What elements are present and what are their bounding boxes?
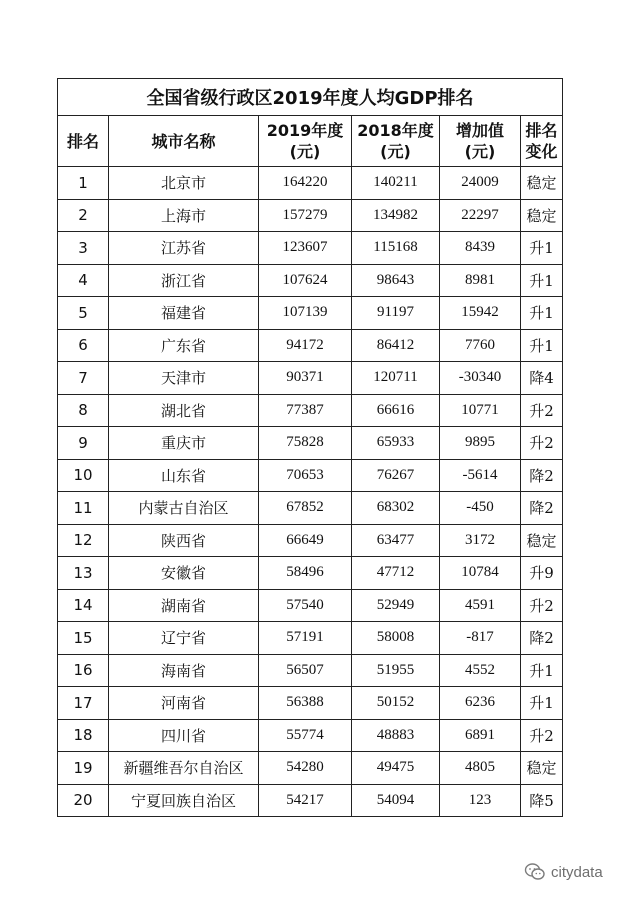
cell-change: 升1 (521, 687, 563, 720)
cell-name: 天津市 (109, 362, 259, 395)
cell-name: 四川省 (109, 719, 259, 752)
cell-y2019: 123607 (259, 232, 352, 265)
watermark-text: citydata (551, 863, 603, 881)
cell-increase: 15942 (440, 297, 521, 330)
table-row (58, 264, 563, 297)
cell-change: 降2 (521, 492, 563, 525)
table-row (58, 492, 563, 525)
header-increase (440, 116, 521, 167)
cell-y2019: 75828 (259, 427, 352, 460)
cell-rank: 15 (58, 622, 109, 655)
cell-change: 升2 (521, 427, 563, 460)
cell-y2018: 47712 (352, 557, 440, 590)
table-row (58, 589, 563, 622)
cell-y2018: 91197 (352, 297, 440, 330)
cell-rank: 2 (58, 199, 109, 232)
table-row (58, 784, 563, 817)
cell-y2019: 56388 (259, 687, 352, 720)
cell-increase: -30340 (440, 362, 521, 395)
cell-y2019: 55774 (259, 719, 352, 752)
cell-increase: 7760 (440, 329, 521, 362)
cell-y2018: 54094 (352, 784, 440, 817)
cell-y2019: 157279 (259, 199, 352, 232)
cell-increase: 22297 (440, 199, 521, 232)
cell-rank: 1 (58, 167, 109, 200)
table-row (58, 654, 563, 687)
cell-rank: 8 (58, 394, 109, 427)
cell-y2019: 77387 (259, 394, 352, 427)
header-change-line2: 变化 (525, 142, 558, 161)
gdp-ranking-table (57, 78, 563, 817)
cell-name: 浙江省 (109, 264, 259, 297)
cell-name: 江苏省 (109, 232, 259, 265)
header-increase-line2: (元) (464, 142, 496, 161)
cell-y2019: 54217 (259, 784, 352, 817)
header-2019-line1: 2019年度 (266, 121, 344, 140)
cell-y2018: 98643 (352, 264, 440, 297)
cell-y2019: 107624 (259, 264, 352, 297)
cell-y2019: 54280 (259, 752, 352, 785)
cell-rank: 7 (58, 362, 109, 395)
cell-y2018: 48883 (352, 719, 440, 752)
cell-name: 湖北省 (109, 394, 259, 427)
cell-name: 山东省 (109, 459, 259, 492)
cell-increase: -5614 (440, 459, 521, 492)
header-2018 (352, 116, 440, 167)
cell-name: 福建省 (109, 297, 259, 330)
table-row (58, 167, 563, 200)
header-change-line1: 排名 (525, 121, 558, 140)
cell-y2018: 120711 (352, 362, 440, 395)
cell-y2018: 52949 (352, 589, 440, 622)
table-row (58, 362, 563, 395)
cell-increase: 10784 (440, 557, 521, 590)
cell-rank: 14 (58, 589, 109, 622)
cell-name: 北京市 (109, 167, 259, 200)
cell-change: 稳定 (521, 524, 563, 557)
cell-y2018: 140211 (352, 167, 440, 200)
cell-increase: 24009 (440, 167, 521, 200)
cell-name: 陕西省 (109, 524, 259, 557)
cell-y2018: 51955 (352, 654, 440, 687)
table-title: 全国省级行政区2019年度人均GDP排名 (58, 79, 563, 116)
header-name: 城市名称 (109, 116, 259, 167)
cell-y2018: 58008 (352, 622, 440, 655)
cell-name: 重庆市 (109, 427, 259, 460)
cell-increase: 10771 (440, 394, 521, 427)
table-row (58, 622, 563, 655)
cell-change: 升1 (521, 329, 563, 362)
cell-change: 降2 (521, 459, 563, 492)
cell-y2019: 90371 (259, 362, 352, 395)
table-row (58, 329, 563, 362)
cell-increase: 9895 (440, 427, 521, 460)
header-rank: 排名 (58, 116, 109, 167)
cell-rank: 11 (58, 492, 109, 525)
cell-change: 升1 (521, 264, 563, 297)
table-row (58, 427, 563, 460)
cell-y2018: 68302 (352, 492, 440, 525)
cell-name: 安徽省 (109, 557, 259, 590)
cell-rank: 18 (58, 719, 109, 752)
cell-change: 升1 (521, 297, 563, 330)
watermark (524, 862, 603, 882)
table-row (58, 719, 563, 752)
cell-y2019: 107139 (259, 297, 352, 330)
cell-name: 河南省 (109, 687, 259, 720)
cell-name: 辽宁省 (109, 622, 259, 655)
cell-change: 升1 (521, 654, 563, 687)
cell-change: 升2 (521, 589, 563, 622)
header-change (521, 116, 563, 167)
table-row (58, 459, 563, 492)
cell-increase: 3172 (440, 524, 521, 557)
cell-y2019: 57191 (259, 622, 352, 655)
cell-rank: 19 (58, 752, 109, 785)
cell-change: 升9 (521, 557, 563, 590)
table-row (58, 752, 563, 785)
table-row (58, 687, 563, 720)
cell-increase: 8981 (440, 264, 521, 297)
table-row (58, 524, 563, 557)
cell-y2018: 86412 (352, 329, 440, 362)
cell-increase: 6891 (440, 719, 521, 752)
table-row (58, 394, 563, 427)
cell-rank: 16 (58, 654, 109, 687)
cell-increase: 8439 (440, 232, 521, 265)
cell-y2018: 63477 (352, 524, 440, 557)
cell-y2018: 65933 (352, 427, 440, 460)
cell-y2019: 58496 (259, 557, 352, 590)
cell-y2019: 67852 (259, 492, 352, 525)
cell-change: 稳定 (521, 199, 563, 232)
cell-rank: 3 (58, 232, 109, 265)
header-2018-line1: 2018年度 (357, 121, 434, 140)
cell-change: 稳定 (521, 167, 563, 200)
header-increase-line1: 增加值 (455, 121, 504, 140)
cell-change: 降5 (521, 784, 563, 817)
cell-change: 升2 (521, 719, 563, 752)
cell-rank: 6 (58, 329, 109, 362)
table-row (58, 557, 563, 590)
cell-change: 升1 (521, 232, 563, 265)
cell-name: 湖南省 (109, 589, 259, 622)
header-2018-line2: (元) (380, 142, 411, 161)
header-2019 (259, 116, 352, 167)
cell-increase: 4805 (440, 752, 521, 785)
cell-rank: 9 (58, 427, 109, 460)
cell-name: 广东省 (109, 329, 259, 362)
cell-name: 宁夏回族自治区 (109, 784, 259, 817)
cell-rank: 17 (58, 687, 109, 720)
cell-change: 升2 (521, 394, 563, 427)
cell-name: 内蒙古自治区 (109, 492, 259, 525)
table-row (58, 297, 563, 330)
cell-y2018: 76267 (352, 459, 440, 492)
cell-name: 上海市 (109, 199, 259, 232)
cell-increase: -817 (440, 622, 521, 655)
header-2019-line2: (元) (289, 142, 321, 161)
cell-y2019: 164220 (259, 167, 352, 200)
cell-y2019: 56507 (259, 654, 352, 687)
table-row (58, 232, 563, 265)
cell-increase: 4591 (440, 589, 521, 622)
cell-change: 降2 (521, 622, 563, 655)
cell-y2019: 94172 (259, 329, 352, 362)
cell-y2019: 57540 (259, 589, 352, 622)
cell-increase: 4552 (440, 654, 521, 687)
cell-rank: 10 (58, 459, 109, 492)
cell-change: 降4 (521, 362, 563, 395)
cell-y2018: 134982 (352, 199, 440, 232)
wechat-icon (524, 862, 546, 882)
cell-rank: 5 (58, 297, 109, 330)
cell-y2018: 66616 (352, 394, 440, 427)
cell-rank: 4 (58, 264, 109, 297)
cell-y2019: 70653 (259, 459, 352, 492)
cell-name: 新疆维吾尔自治区 (109, 752, 259, 785)
cell-rank: 13 (58, 557, 109, 590)
cell-name: 海南省 (109, 654, 259, 687)
cell-y2018: 50152 (352, 687, 440, 720)
cell-increase: 6236 (440, 687, 521, 720)
cell-change: 稳定 (521, 752, 563, 785)
cell-y2018: 49475 (352, 752, 440, 785)
cell-y2018: 115168 (352, 232, 440, 265)
cell-increase: -450 (440, 492, 521, 525)
cell-increase: 123 (440, 784, 521, 817)
cell-rank: 20 (58, 784, 109, 817)
cell-y2019: 66649 (259, 524, 352, 557)
table-row (58, 199, 563, 232)
cell-rank: 12 (58, 524, 109, 557)
